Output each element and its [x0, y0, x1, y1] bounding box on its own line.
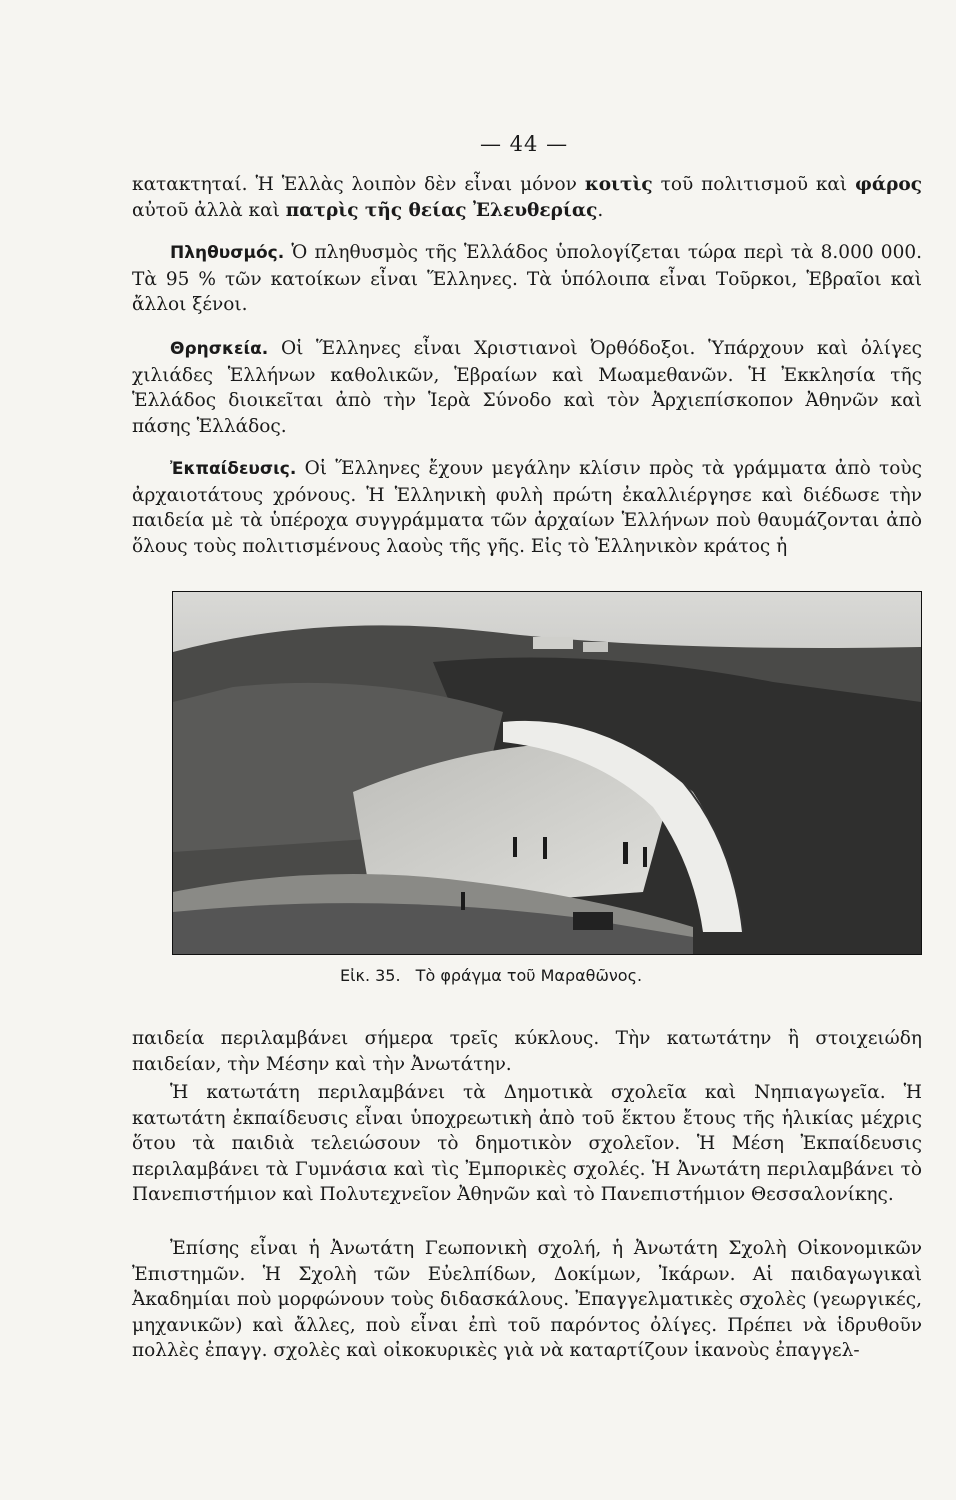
figure-label: Εἰκ. 35. [340, 966, 401, 985]
education-paragraph [132, 456, 922, 559]
education-text: Οἱ Ἕλληνες ἔχουν μεγάλην κλίσιν πρὸς τὰ γράμματα ἀπὸ τοὺς ἀρχαιοτάτους χρόνους. Ἡ Ἑλληνικὴ φυλὴ πρώτη ἐκαλλιέργησε καὶ διέδωσε τὴν παιδεία μὲ τὰ ὑπέροχα συγγράμματα τῶν ἀρχαίων Ἑλλήνων ποὺ θαυμάζονται ἀπὸ ὅλους τοὺς πολιτισμένους λαοὺς τῆς γῆς. Εἰς τὸ Ἑλληνικὸν κράτος ἡ [132, 458, 922, 557]
education-heading: Ἐκπαίδευσις. [170, 459, 297, 479]
higher-schools-paragraph: Ἐπίσης εἶναι ἡ Ἀνωτάτη Γεωπονικὴ σχολή, ἡ Ἀνωτάτη Σχολὴ Οἰκονομικῶν Ἐπιστημῶν. Ἡ Σχολὴ τῶν Εὐελπίδων, Δοκίμων, Ἰκάρων. Αἱ παιδαγωγικαὶ Ἀκαδημίαι ποὺ μορφώνουν τοὺς διδασκάλους. Ἐπαγγελματικὲς σχολὲς (γεωργικές, μηχανικῶν) καὶ ἄλλες, ποὺ εἶναι ἐπὶ τοῦ παρόντος ὀλίγες. Πρέπει νὰ ἱδρυθοῦν πολλὲς ἐπαγγ. σχολὲς καὶ οἰκοκυρικὲς γιὰ νὰ καταρτίζουν ἱκανοὺς ἐπαγγελ- [132, 1238, 922, 1361]
intro-text-1: κατακτηταί. Ἡ Ἑλλὰς λοιπὸν δὲν εἶναι μόνον [132, 174, 585, 195]
page-number: — 44 — [480, 132, 569, 156]
intro-bold-3: πατρὶς τῆς θείας Ἐλευθερίας [285, 199, 598, 221]
dam-illustration [173, 592, 921, 954]
intro-text-2: τοῦ πολιτισμοῦ καὶ [652, 174, 856, 195]
population-text: Ὁ πληθυσμὸς τῆς Ἑλλάδος ὑπολογίζεται τώρα περὶ τὰ 8.000 000. Τὰ 95 % τῶν κατοίκων εἶναι Ἕλληνες. Τὰ ὑπόλοιπα εἶναι Τοῦρκοι, Ἑβραῖοι καὶ ἄλλοι ξένοι. [132, 242, 922, 315]
population-paragraph [132, 240, 922, 318]
education-continued-paragraph: παιδεία περιλαμβάνει σήμερα τρεῖς κύκλους. Τὴν κατωτάτην ἢ στοιχειώδη παιδείαν, τὴν Μέσην καὶ τὴν Ἀνωτάτην. [132, 1028, 922, 1075]
intro-text-3: αὐτοῦ ἀλλὰ καὶ [132, 199, 286, 221]
religion-heading: Θρησκεία. [170, 339, 269, 359]
marathon-dam-photo [172, 591, 922, 955]
religion-text: Οἱ Ἕλληνες εἶναι Χριστιανοὶ Ὀρθόδοξοι. Ὑπάρχουν καὶ ὀλίγες χιλιάδες Ἑλλήνων καθολικῶν, Ἑβραίων καὶ Μωαμεθανῶν. Ἡ Ἐκκλησία τῆς Ἑλλάδος διοικεῖται ἀπὸ τὴν Ἱερὰ Σύνοδο καὶ τὸν Ἀρχιεπίσκοπον Ἀθηνῶν καὶ πάσης Ἑλλάδος. [132, 338, 922, 437]
figure-caption [340, 966, 642, 985]
intro-text-4: . [597, 199, 604, 221]
intro-bold-1: κοιτὶς [584, 174, 653, 195]
education-levels-paragraph: Ἡ κατωτάτη περιλαμβάνει τὰ Δημοτικὰ σχολεῖα καὶ Νηπιαγωγεῖα. Ἡ κατωτάτη ἐκπαίδευσις εἶναι ὑποχρεωτικὴ ἀπὸ τοῦ ἕκτου ἔτους τῆς ἡλικίας μέχρις ὅτου τὰ παιδιὰ τελειώσουν τὸ δημοτικὸν σχολεῖον. Ἡ Μέση Ἐκπαίδευσις περιλαμβάνει τὰ Γυμνάσια καὶ τὶς Ἐμπορικὲς σχολές. Ἡ Ἀνωτάτη περιλαμβάνει τὸ Πανεπιστήμιον καὶ Πολυτεχνεῖον Ἀθηνῶν καὶ τὸ Πανεπιστήμιον Θεσσαλονίκης. [132, 1082, 922, 1205]
population-heading: Πληθυσμός. [170, 243, 285, 263]
figure-caption-text: Τὸ φράγμα τοῦ Μαραθῶνος. [415, 966, 643, 985]
intro-paragraph [132, 172, 922, 223]
intro-bold-2: φάρος [855, 174, 922, 195]
religion-paragraph [132, 336, 922, 439]
